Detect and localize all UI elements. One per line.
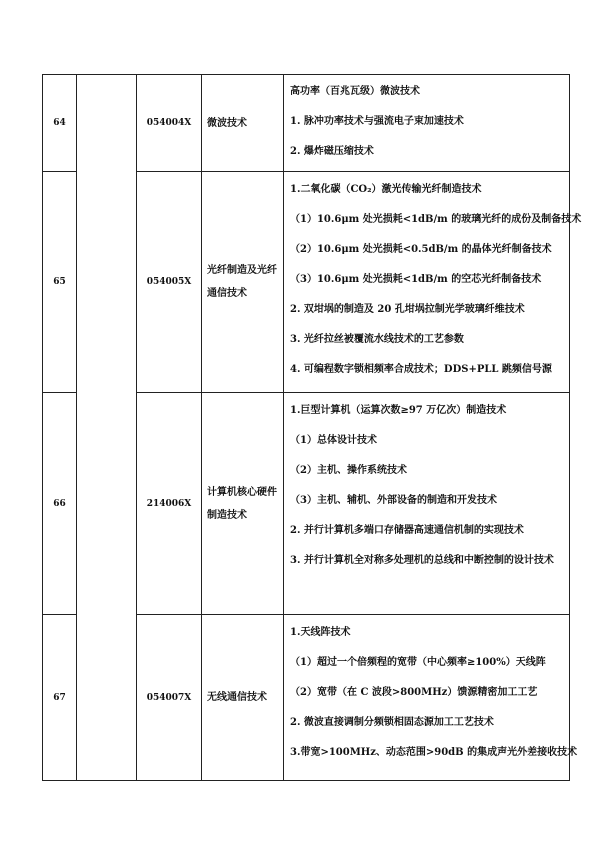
row-code: 214006X [137, 393, 202, 615]
item-line: （2）宽带（在 C 波段>800MHz）馈源精密加工工艺 [290, 687, 538, 698]
row-items [284, 615, 578, 781]
item-line: 2. 双坩埚的制造及 20 孔坩埚拉制光学玻璃纤维技术 [290, 304, 525, 315]
row-number: 66 [43, 393, 77, 615]
item-line: 高功率（百兆瓦级）微波技术 [290, 86, 420, 97]
row-items [284, 393, 570, 615]
row-number: 64 [43, 75, 77, 172]
item-line: 1. 脉冲功率技术与强流电子束加速技术 [290, 116, 464, 127]
row-items [284, 172, 582, 393]
item-line: 1.天线阵技术 [290, 627, 351, 638]
row-items [284, 75, 570, 172]
item-line: 3. 并行计算机全对称多处理机的总线和中断控制的设计技术 [290, 555, 554, 566]
item-line: （3）主机、辅机、外部设备的制造和开发技术 [290, 495, 497, 506]
item-line: （3）10.6μm 处光损耗<1dB/m 的空芯光纤制备技术 [290, 274, 542, 285]
item-line: 2. 微波直接调制分频锁相固态源加工工艺技术 [290, 717, 494, 728]
item-line: 1.巨型计算机（运算次数≥97 万亿次）制造技术 [290, 405, 507, 416]
row-code: 054004X [137, 75, 202, 172]
row-number: 65 [43, 172, 77, 393]
item-line: （2）10.6μm 处光损耗<0.5dB/m 的晶体光纤制备技术 [290, 244, 552, 255]
item-line: （2）主机、操作系统技术 [290, 465, 407, 476]
row-number: 67 [43, 615, 77, 781]
item-line: （1）10.6μm 处光损耗<1dB/m 的玻璃光纤的成份及制备技术 [290, 214, 582, 225]
item-line: 2. 爆炸磁压缩技术 [290, 146, 374, 157]
item-line: 4. 可编程数字锁相频率合成技术；DDS+PLL 跳频信号源 [290, 364, 552, 375]
row-name: 光纤制造及光纤通信技术 [202, 172, 284, 393]
row-code: 054005X [137, 172, 202, 393]
row-code: 054007X [137, 615, 202, 781]
item-line: 3.带宽>100MHz、动态范围>90dB 的集成声光外差接收技术 [290, 747, 578, 758]
item-line: 1.二氧化碳（CO₂）激光传输光纤制造技术 [290, 184, 482, 195]
table-row [43, 75, 570, 172]
item-line: 3. 光纤拉丝被覆流水线技术的工艺参数 [290, 334, 464, 345]
item-line: 2. 并行计算机多端口存储器高速通信机制的实现技术 [290, 525, 524, 536]
technology-table [42, 74, 582, 781]
item-line: （1）总体设计技术 [290, 435, 377, 446]
merged-blank-cell [77, 75, 137, 781]
row-name: 计算机核心硬件制造技术 [202, 393, 284, 615]
item-line: （1）超过一个倍频程的宽带（中心频率≥100%）天线阵 [290, 657, 546, 668]
row-name: 微波技术 [202, 75, 284, 172]
row-name: 无线通信技术 [202, 615, 284, 781]
